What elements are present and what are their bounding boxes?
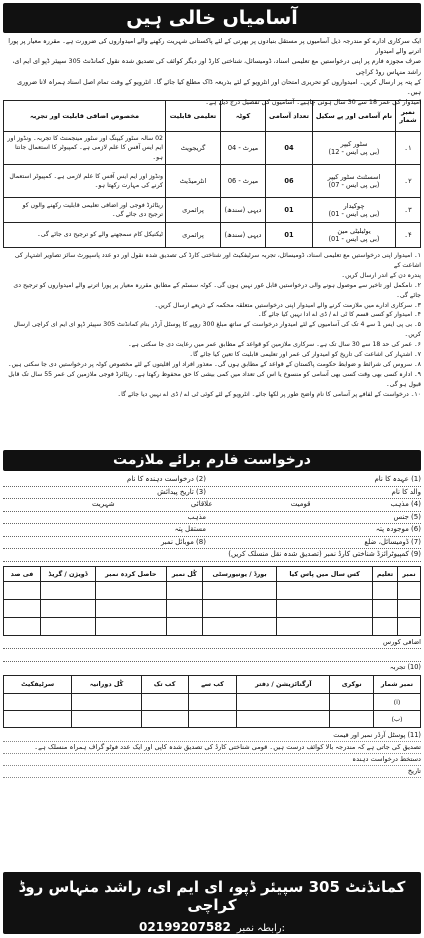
instruction-line: ۵۔ بی پی ایس 1 سے 4 تک کی آسامیوں کے لئے امیدوار درخواست کے ساتھ مبلغ 300 روپے کا پوسٹل آرڈر بنام کمانڈنٹ 305 سپیئر ڈپو ای ایم ای کراچی ارسال کریں۔ — [13, 321, 421, 339]
field-label: (7) ڈومیسائل، ضلع — [364, 537, 421, 546]
count-cell: 01 — [266, 198, 313, 223]
application-form — [3, 474, 421, 562]
post-name: چوکیدار — [343, 202, 365, 210]
instruction-line: ۷۔ اشتہار کی اشاعت کی تاریخ کو امیدوار کی عمر اور تعلیمی قابلیت کا تعین کیا جائے گا۔ — [189, 351, 421, 359]
requirement-cell: ٹیکنیکل کام سمجھنے والے کو ترجیح دی جائے گی۔ — [4, 223, 166, 248]
footer-contact — [3, 920, 421, 934]
count-cell: 06 — [266, 165, 313, 198]
requirement-cell: ریٹائرڈ فوجی اور اضافی تعلیمی قابلیت رکھنے والوں کو ترجیح دی جائے گی۔ — [4, 198, 166, 223]
form-row[interactable] — [3, 512, 421, 525]
edu-header: کُل نمبر — [166, 566, 202, 581]
form-row[interactable] — [3, 524, 421, 537]
instruction-line: ۳۔ سرکاری ادارے میں ملازمت کرنے والے امیدوار اپنی درخواستیں متعلقہ محکمہ کے ذریعے ارسال کریں۔ — [154, 301, 421, 309]
exp-header: کب سے — [188, 675, 237, 693]
footer-banner — [3, 872, 421, 934]
exp-header: نوکری — [330, 675, 374, 693]
instruction-line: ۱۰۔ درخواست کے لفافے پر آسامی کا نام واضح طور پر لکھا جائے۔ انٹرویو کے لئے کوئی ٹی اے / ڈی اے نہیں دیا جائے گا۔ — [117, 390, 421, 398]
phone-label: رابطہ نمبر: — [236, 923, 285, 934]
form-row[interactable] — [3, 549, 421, 562]
exp-header: کب تک — [141, 675, 188, 693]
quota-cell: میرٹ - 04 — [221, 132, 266, 165]
pay-scale: (بی پی ایس - 01) — [328, 235, 380, 243]
field-label: (1) عہدہ کا نام — [374, 475, 421, 483]
instruction-line: ۸۔ سروس کی شرائط و ضوابط حکومت پاکستان کے قواعد کے مطابق ہوں گی۔ معذور افراد اور اقلیتوں کے لئے مخصوص کوٹہ پر درخواستیں دی جا سکتی ہیں۔ — [7, 360, 421, 368]
form-row[interactable] — [3, 487, 421, 500]
exp-header: کُل دورانیہ — [72, 675, 141, 693]
quota-cell: دیہی (سندھ) — [221, 198, 266, 223]
table-row — [4, 198, 421, 223]
education-table — [3, 566, 421, 636]
table-row[interactable] — [4, 617, 421, 635]
serial-cell: ۴۔ — [396, 223, 421, 248]
vacancy-table — [3, 100, 421, 248]
table-row[interactable] — [4, 710, 421, 727]
signature-field[interactable]: دستخط درخواست دہندہ — [3, 754, 421, 766]
table-row — [4, 132, 421, 165]
serial-cell: ۳۔ — [396, 198, 421, 223]
page-title: آسامیاں خالی ہیں — [3, 3, 421, 33]
form-row[interactable] — [3, 499, 421, 512]
requirement-cell: ونڈوز اور ایم ایس آفس کا علم لازمی ہے۔ کمپیوٹر استعمال کرنے کی مہارت رکھتا ہو۔ — [4, 165, 166, 198]
field-label: (2) درخواست دہندہ کا نام — [127, 475, 206, 483]
education-cell: گریجویٹ — [166, 132, 221, 165]
field-label: (6) موجودہ پتہ — [375, 525, 421, 533]
row-label: (i) — [374, 693, 421, 710]
extra-course-line[interactable] — [3, 649, 421, 662]
phone-number: 02199207582 — [139, 920, 231, 934]
field-label: مذہب — [187, 512, 206, 521]
serial-cell: ۲۔ — [396, 165, 421, 198]
instruction-line: ۱۔ امیدوار اپنی درخواستیں مع تعلیمی اسناد، ڈومیسائل، تجربہ سرٹیفکیٹ اور شناختی کارڈ کی تصدیق شدہ نقول اور دو عدد پاسپورٹ سائز تصاویر اشتہار کی اشاعت کے — [14, 252, 421, 269]
instruction-line: ۴۔ امیدوار کو کسی قسم کا ٹی اے / ڈی اے ادا نہیں کیا جائے گا۔ — [257, 311, 421, 319]
field-label: (4) مذہب — [390, 500, 421, 508]
pay-scale: (بی پی ایس - 01) — [328, 210, 380, 218]
post-name: اسسٹنٹ سٹور کیپر — [327, 173, 381, 181]
form-row[interactable] — [3, 474, 421, 487]
intro-line: صرف مجوزہ فارم پر اپنی درخواستیں مع تعلیمی اسناد، ڈومیسائل، شناختی کارڈ اور دیگر کوائف کی تصدیق شدہ نقول کمانڈنٹ 305 سپیئر ڈپو ای ایم ای، راشد منہاس روڈ کراچی — [12, 57, 421, 76]
header-post: نام آسامی اور پے سکیل — [313, 101, 396, 132]
edu-header: کس سال میں پاس کیا — [277, 566, 373, 581]
field-label: (3) تاریخ پیدائش — [157, 487, 206, 496]
edu-header: تعلیم — [372, 566, 397, 581]
intro-line: امیدوار کی عمر 18 سے 30 سال ہونی چاہیے۔ آسامیوں کی تفصیل درج ذیل ہے۔ — [205, 98, 421, 107]
pay-scale: (بی پی ایس - 12) — [328, 148, 380, 156]
header-quota: کوٹہ — [221, 101, 266, 132]
row-label: (ب) — [374, 710, 421, 727]
count-cell: 04 — [266, 132, 313, 165]
header-education: تعلیمی قابلیت — [166, 101, 221, 132]
instruction-line: پندرہ دن کے اندر ارسال کریں۔ — [341, 271, 421, 279]
form-title: درخواست فارم برائے ملازمت — [3, 450, 421, 471]
edu-header: حاصل کردہ نمبر — [95, 566, 166, 581]
instructions — [3, 251, 421, 447]
table-row[interactable] — [4, 693, 421, 710]
education-cell: پرائمری — [166, 223, 221, 248]
table-row[interactable] — [4, 581, 421, 599]
requirement-cell: 02 سالہ سٹور کیپنگ اور سٹور مینجمنٹ کا تجربہ۔ ونڈوز اور ایم ایس آفس کا علم لازمی ہے۔ کمپیوٹر کا استعمال جانتا ہو۔ — [4, 132, 166, 165]
header-serial: نمبر شمار — [396, 101, 421, 132]
header-count: تعداد آسامی — [266, 101, 313, 132]
field-label: (9) کمپیوٹرائزڈ شناختی کارڈ نمبر (تصدیق شدہ نقل منسلک کریں) — [228, 550, 421, 558]
instruction-line: ۹۔ ادارہ کسی بھی وقت کسی بھی آسامی کو منسوخ یا اس کی تعداد میں کمی بیشی کا حق محفوظ رکھتا ہے۔ ریٹائرڈ فوجی ملازمین کی عمر 55 سال تک قابل قبول ہو گی۔ — [8, 370, 421, 388]
field-label: علاقائی — [190, 500, 213, 508]
experience-table — [3, 675, 421, 728]
intro-text — [3, 36, 421, 107]
postal-order-field[interactable]: (11) پوسٹل آرڈر نمبر اور قیمت — [3, 730, 421, 742]
field-label: مستقل پتہ — [174, 525, 206, 533]
instruction-line: ۲۔ نامکمل اور تاخیر سے موصول ہونے والی درخواستیں قابل غور نہیں ہوں گی۔ کوٹہ سسٹم کے مطابق مقررہ معیار پر پورا اترنے والے امیدواروں کو ترجیح دی جائے گی۔ — [13, 281, 421, 299]
form-row[interactable] — [3, 537, 421, 550]
education-cell: پرائمری — [166, 198, 221, 223]
field-label: والد کا نام — [391, 487, 421, 496]
post-name: یوٹیلیٹی مین — [337, 227, 371, 235]
quota-cell: میرٹ - 06 — [221, 165, 266, 198]
declaration-text: تصدیق کی جاتی ہے کہ مندرجہ بالا کوائف درست ہیں۔ قومی شناختی کارڈ کی تصدیق شدہ کاپی اور ایک عدد فوٹو گراف ہمراہ منسلک ہے۔ — [3, 742, 421, 754]
exp-header: نمبر شمار — [374, 675, 421, 693]
count-cell: 01 — [266, 223, 313, 248]
edu-header: بورڈ / یونیورسٹی — [202, 566, 276, 581]
declaration — [3, 730, 421, 778]
post-cell — [313, 132, 396, 165]
post-name: سٹور کیپر — [340, 140, 368, 148]
edu-header: ڈویژن / گریڈ — [41, 566, 96, 581]
exp-header: سرٹیفکیٹ — [4, 675, 72, 693]
serial-cell: ۱۔ — [396, 132, 421, 165]
quota-cell: دیہی (سندھ) — [221, 223, 266, 248]
field-label: (8) موبائل نمبر — [160, 537, 206, 546]
footer-address: کمانڈنٹ 305 سپیئر ڈپو، ای ایم ای، راشد منہاس روڈ کراچی — [18, 878, 406, 914]
post-cell — [313, 223, 396, 248]
experience-label: (10) تجربہ — [389, 662, 421, 671]
intro-line: ایک سرکاری ادارے کو مندرجہ ذیل آسامیوں پر مستقل بنیادوں پر بھرتی کے لئے پاکستانی شہریت رکھنے والے امیدواروں کی ضرورت ہے۔ مقررہ معیار پر پورا اترنے والے امیدوار — [8, 37, 421, 56]
intro-line: کے پتہ پر ارسال کریں۔ امیدواروں کو تحریری امتحان اور انٹرویو کے لئے بذریعہ ڈاک مطلع کیا جائے گا۔ انٹرویو کے وقت تمام اصل اسناد ہمراہ لانا ضروری ہیں۔ — [17, 77, 421, 97]
education-cell: انٹرمیڈیٹ — [166, 165, 221, 198]
date-field[interactable]: تاریخ — [3, 766, 421, 778]
pay-scale: (بی پی ایس - 07) — [328, 181, 380, 189]
edu-header: فی صد — [4, 566, 41, 581]
edu-header: نمبر — [398, 566, 421, 581]
field-label: (5) جنس — [393, 512, 421, 521]
table-row — [4, 223, 421, 248]
post-cell — [313, 165, 396, 198]
post-cell — [313, 198, 396, 223]
field-label: قومیت — [290, 500, 311, 508]
exp-header: آرگنائزیشن / دفتر — [237, 675, 330, 693]
table-row — [4, 165, 421, 198]
instruction-line: ۶۔ عمر کی حد 18 سے 30 سال تک ہے۔ سرکاری ملازمین کو قواعد کے مطابق عمر میں رعایت دی جا سکتی ہے۔ — [128, 341, 421, 349]
field-label: شہریت — [91, 500, 115, 508]
table-row[interactable] — [4, 599, 421, 617]
header-requirements: مخصوص اضافی قابلیت اور تجربہ — [4, 101, 166, 132]
extra-course-field[interactable]: اضافی کورس — [3, 636, 421, 649]
